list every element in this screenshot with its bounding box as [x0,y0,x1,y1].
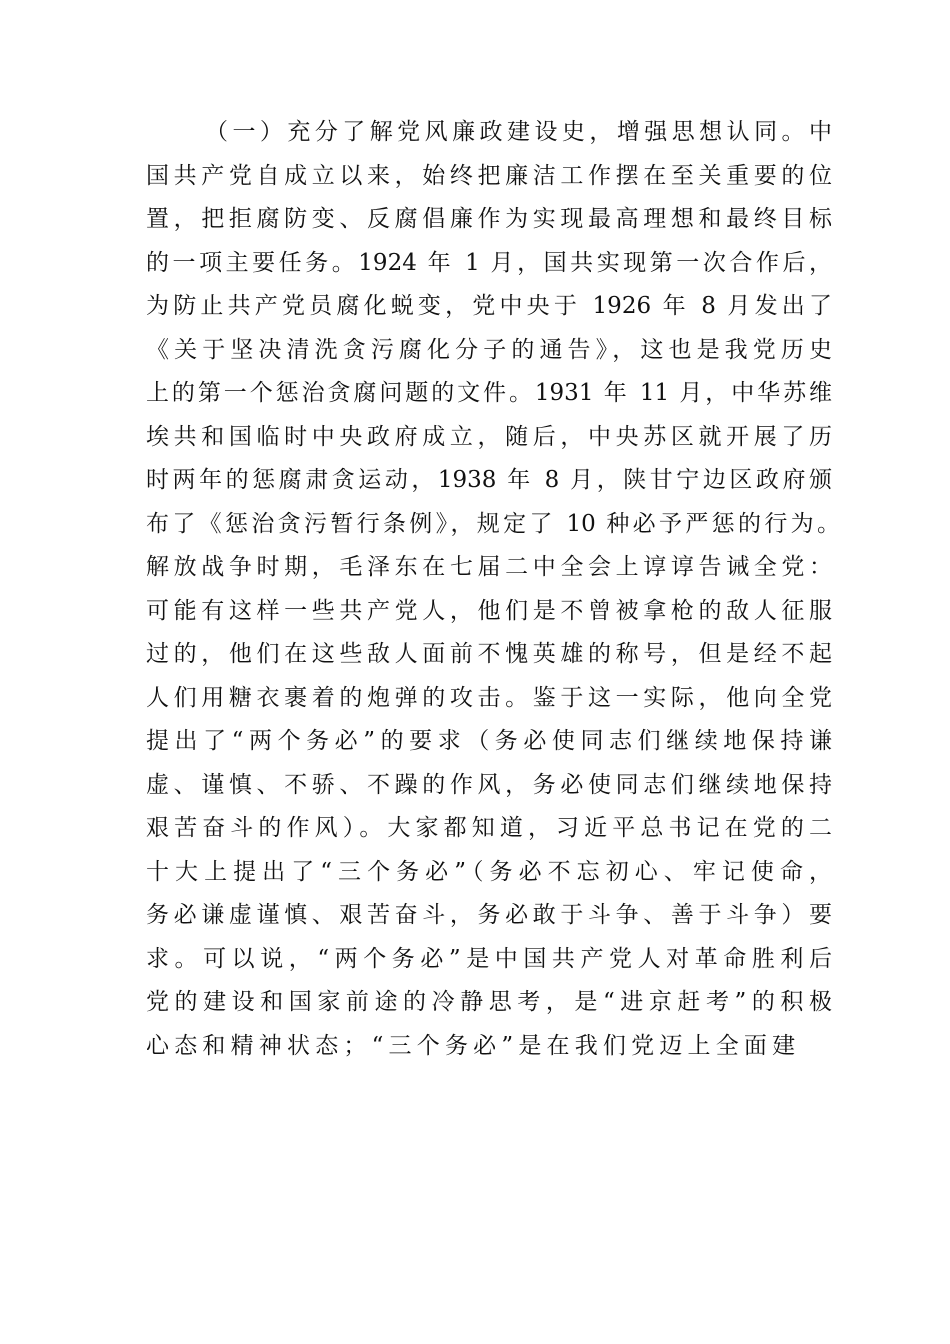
paragraph-line: 上的第一个惩治贪腐问题的文件。1931 年 11 月，中华苏维 [146,380,832,406]
paragraph-line: 心态和精神状态；“三个务必”是在我们党迈上全面建 [146,1033,801,1059]
paragraph-line: 务必谦虚谨慎、艰苦奋斗，务必敢于斗争、善于斗争）要 [146,902,832,928]
paragraph-line: 的一项主要任务。1924 年 1 月，国共实现第一次合作后， [146,250,832,276]
paragraph-line: 置，把拒腐防变、反腐倡廉作为实现最高理想和最终目标 [146,206,832,232]
paragraph-line: 虚、谨慎、不骄、不躁的作风，务必使同志们继续地保持 [146,772,832,798]
paragraph-line: 十大上提出了“三个务必”（务必不忘初心、牢记使命， [146,859,832,885]
paragraph-line: 求。可以说，“两个务必”是中国共产党人对革命胜利后 [146,946,832,972]
paragraph-line: 艰苦奋斗的作风）。大家都知道，习近平总书记在党的二 [146,815,832,841]
paragraph-line: 埃共和国临时中央政府成立，随后，中央苏区就开展了历 [146,424,832,450]
paragraph-line: 党的建设和国家前途的冷静思考，是“进京赶考”的积极 [146,989,832,1015]
paragraph-line: 解放战争时期，毛泽东在七届二中全会上谆谆告诫全党： [146,554,832,580]
paragraph-line: 提出了“两个务必”的要求（务必使同志们继续地保持谦 [146,728,832,754]
paragraph-line: 《关于坚决清洗贪污腐化分子的通告》，这也是我党历史 [146,337,832,363]
paragraph-line: 可能有这样一些共产党人，他们是不曾被拿枪的敌人征服 [146,598,832,624]
paragraph-line: 人们用糖衣裹着的炮弹的攻击。鉴于这一实际，他向全党 [146,685,832,711]
paragraph-line: 为防止共产党员腐化蜕变，党中央于 1926 年 8 月发出了 [146,293,832,319]
paragraph-line: 过的，他们在这些敌人面前不愧英雄的称号，但是经不起 [146,641,832,667]
paragraph-line: 布了《惩治贪污暂行条例》，规定了 10 种必予严惩的行为。 [146,511,840,537]
paragraph-line: 时两年的惩腐肃贪运动，1938 年 8 月，陕甘宁边区政府颁 [146,467,832,493]
paragraph-line: （一）充分了解党风廉政建设史，增强思想认同。中 [205,119,832,145]
paragraph-line: 国共产党自成立以来，始终把廉洁工作摆在至关重要的位 [146,163,832,189]
